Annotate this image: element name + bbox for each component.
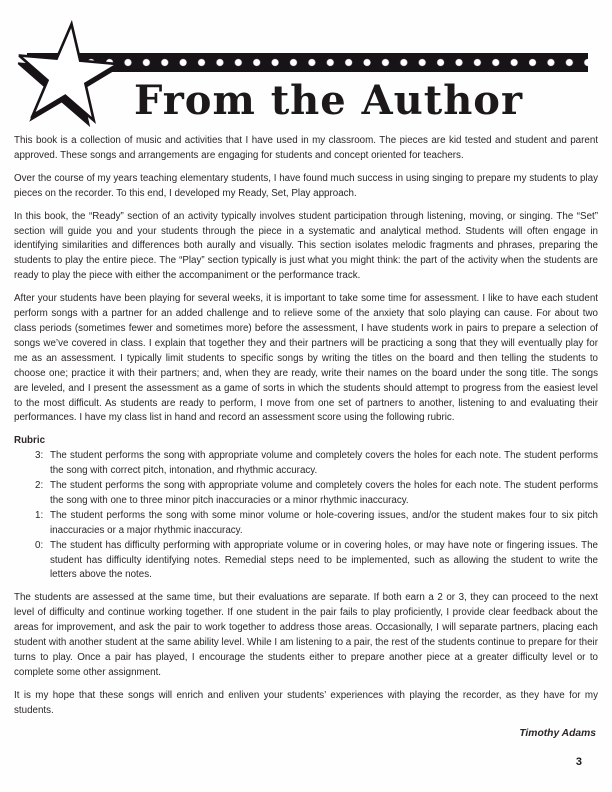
- rubric-item-text: The student has difficulty performing with appropriate volume or in covering holes, or may have note or fingering issues. The student has difficulty identifying notes. Remedial steps need to be implemented, such as allowing the student to write the letters above the notes.: [50, 539, 598, 581]
- paragraph-intro-1: This book is a collection of music and activities that I have used in my classroom. The pieces are kid tested and student and parent approved. These songs and arrangements are engaging for students and concept oriented for teachers.: [14, 135, 598, 161]
- rubric-item-2: [14, 479, 598, 509]
- rubric-score: 1:: [35, 509, 44, 521]
- paragraph-intro-2: Over the course of my years teaching elementary students, I have found much success in using singing to prepare my students to play pieces on the recorder. To this end, I developed my Ready, Set, Play approach.: [14, 172, 598, 199]
- rubric-item-0: [14, 539, 598, 584]
- star-icon: [12, 14, 126, 139]
- paragraph-evaluation: The students are assessed at the same time, but their evaluations are separate. If both earn a 2 or 3, they can proceed to the next level of difficulty and continue working together. If one student in the pair fails to play proficiently, I provide clear feedback about the areas for improvement, and ask the pair to work together to address those areas. Occasionally, I will separate partners, placing each student with another student at the same ability level. While I am listening to a pair, the rest of the students continue to prepare for their turns to play. Once a pair has played, I encourage the students either to prepare another piece at a greater difficulty level or to complete some other assignment.: [14, 592, 598, 678]
- author-note-body: [14, 134, 598, 742]
- rubric-item-text: The student performs the song with appropriate volume and completely covers the holes for each note. The student performs the song with one to three minor pitch inaccuracies or a minor rhythmic inaccuracy.: [50, 480, 598, 506]
- author-signature: Timothy Adams: [519, 727, 596, 739]
- page-title: From the Author: [134, 77, 524, 124]
- rubric-section: [14, 434, 598, 583]
- rubric-item-1: [14, 509, 598, 539]
- rubric-score: 3:: [35, 450, 44, 462]
- page-number: 3: [575, 756, 582, 768]
- rubric-item-3: [14, 449, 598, 479]
- rubric-score: 2:: [35, 480, 44, 492]
- rubric-heading: Rubric: [14, 435, 46, 447]
- paragraph-ready-set-play: In this book, the “Ready” section of an activity typically involves student participation through listening, moving, or singing. The “Set” section will guide you and your students through the piece in a systematic and analytical method. Students will often engage in identifying similarities and differences both aurally and visually. This section isolates melodic fragments and phrases, preparing the students to play the entire piece. The “Play” section typically is just what you might think: the part of the activity when the students are ready to play the piece with either the accompaniment or the performance track.: [14, 210, 598, 282]
- paragraph-closing: It is my hope that these songs will enrich and enliven your students’ experiences with playing the recorder, as they have for my students.: [14, 689, 598, 716]
- paragraph-assessment: After your students have been playing for several weeks, it is important to take some time for assessment. I like to have each student perform songs with a partner for an added challenge and to relieve some of the anxiety that solo playing can cause. For about two class periods (sometimes fewer and sometimes more) before the assessment, I have students work in pairs to prepare a selection of songs we’ve covered in class. I explain that together they and their partners will be practicing a song that they will eventually play for me as an assessment. I typically limit students to specific songs by writing the titles on the board and then telling the students to choose one; practice it with their partners; and, when they are ready, write their names on the board under the song title. The songs are leveled, and I present the assessment as a game of sorts in which the students should attempt to progress from the easiest level to the most difficult. As students are ready to perform, I move from one set of partners to another, listening to and evaluating their performances. I have my class list in hand and record an assessment score using the following rubric.: [14, 293, 598, 424]
- rubric-item-text: The student performs the song with appropriate volume and completely covers the holes for each note. The student performs the song with correct pitch, intonation, and rhythmic accuracy.: [50, 450, 598, 477]
- rubric-item-text: The student performs the song with some minor volume or hole-covering issues, and/or the student makes four to six pitch inaccuracies or a major rhythmic inaccuracy.: [50, 509, 598, 536]
- rubric-score: 0:: [35, 539, 44, 551]
